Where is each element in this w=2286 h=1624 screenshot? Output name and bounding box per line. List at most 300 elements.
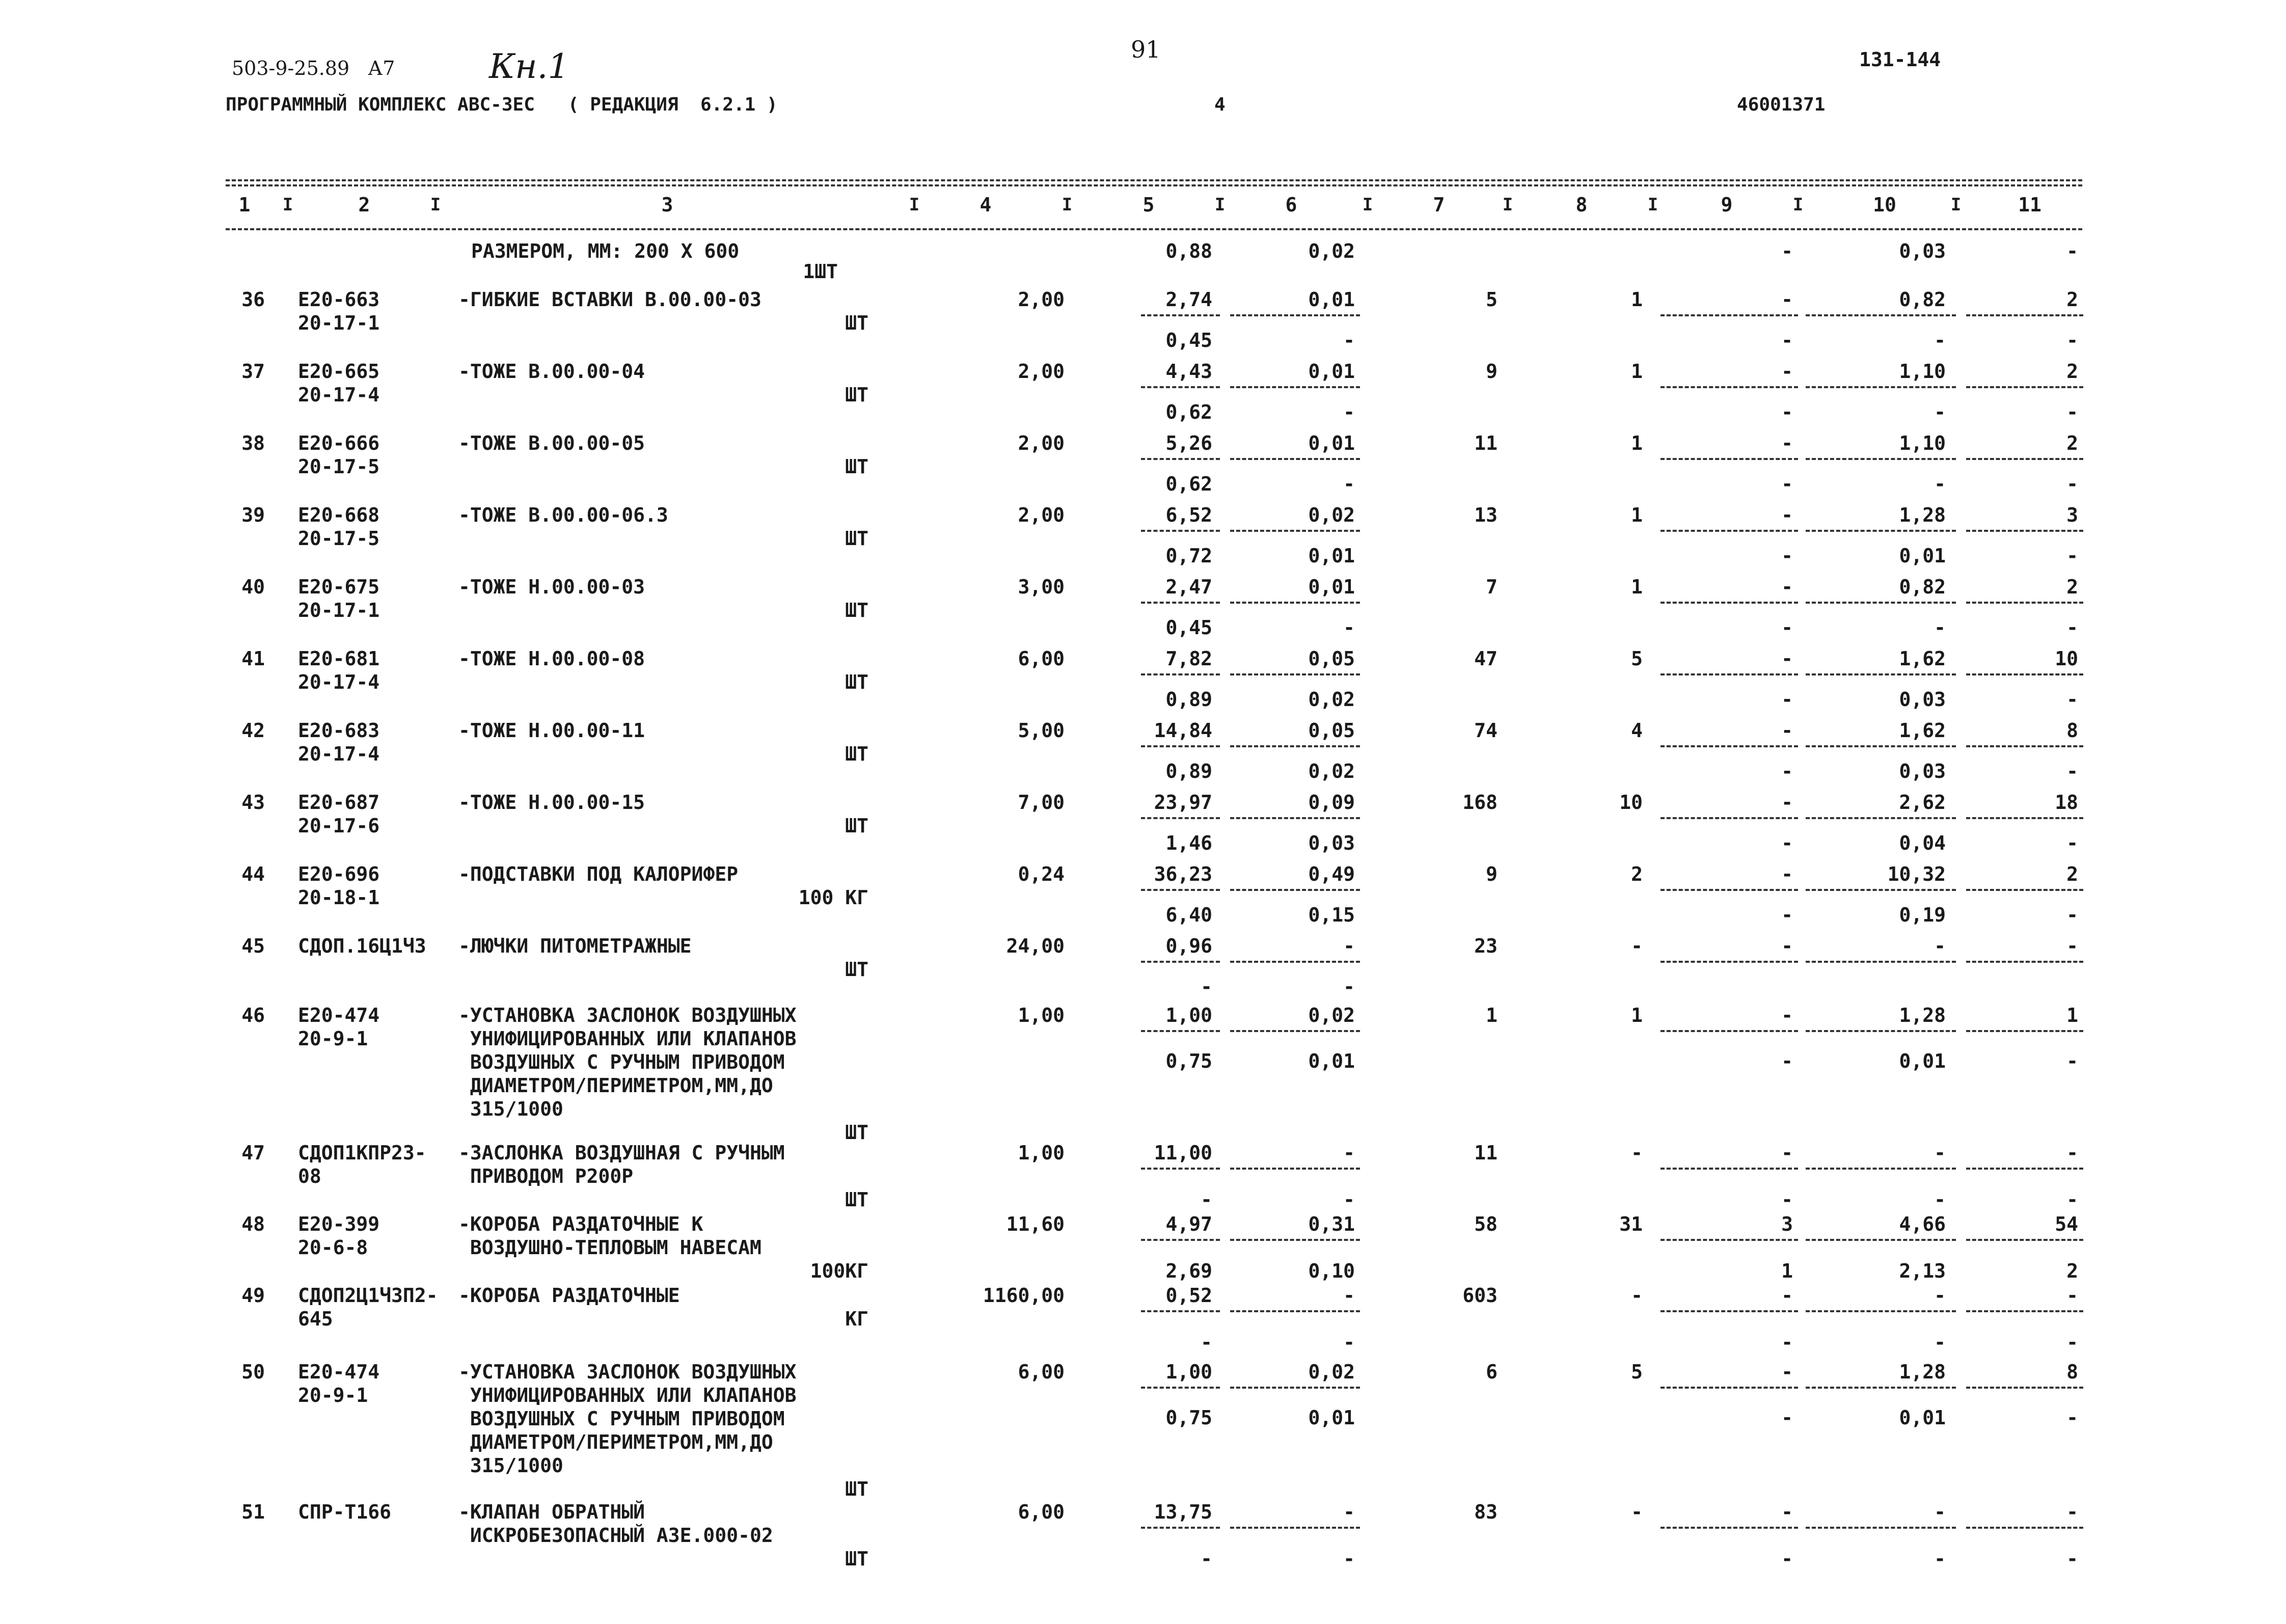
cell-lower-col5: 0,75 [1165, 1050, 1212, 1072]
cell-col5: 23,97 [1154, 791, 1212, 814]
row-unit: ШТ [845, 815, 868, 837]
cell-col8: 31 [1619, 1213, 1643, 1235]
cell-underline [1141, 889, 1220, 891]
cell-lower-col11: - [2066, 688, 2078, 711]
row-number: 40 [241, 576, 265, 598]
cell-col10: 1,28 [1899, 504, 1946, 526]
row-unit: ШТ [845, 743, 868, 765]
cell-col8: 5 [1631, 647, 1643, 670]
cell-col8: 1 [1631, 360, 1643, 383]
cell-col6: - [1343, 1501, 1355, 1523]
cell-col7: 7 [1486, 576, 1498, 598]
cell-col9: - [1781, 863, 1793, 885]
row-number: 45 [241, 935, 265, 957]
cell-col4: 0,24 [1018, 863, 1065, 885]
cell-col10: - [1934, 1142, 1946, 1164]
cell-col10: 1,10 [1899, 432, 1946, 454]
cell-underline [1966, 1030, 2083, 1032]
cell-col6: 0,02 [1308, 1004, 1355, 1026]
cell-col9: - [1781, 432, 1793, 454]
cell-underline [1230, 1527, 1360, 1529]
cell-col6: 0,02 [1308, 1361, 1355, 1383]
cell-col9: - [1781, 1142, 1793, 1164]
cell-underline [1230, 314, 1360, 316]
cell-lower-col6: 0,02 [1308, 760, 1355, 782]
cell-lower-col10: 0,19 [1899, 904, 1946, 926]
cell-lower-col11: - [2066, 1331, 2078, 1354]
cell-col7: 83 [1474, 1501, 1498, 1523]
cell-col11: - [2066, 240, 2078, 262]
row-subcode: 20-17-6 [298, 815, 380, 837]
cell-col11: - [2066, 1284, 2078, 1307]
row-unit: КГ [845, 1308, 868, 1330]
row-description: -КОРОБА РАЗДАТОЧНЫЕ К [458, 1213, 703, 1235]
cell-col5: 11,00 [1154, 1142, 1212, 1164]
cell-col6: - [1343, 935, 1355, 957]
cell-col9: - [1781, 576, 1793, 598]
cell-col7: 11 [1474, 1142, 1498, 1164]
row-description: 315/1000 [458, 1454, 563, 1477]
cell-col4: 11,60 [1006, 1213, 1065, 1235]
row-unit: ШТ [845, 958, 868, 981]
cell-underline [1806, 1310, 1956, 1312]
column-separator: I [1502, 195, 1513, 215]
row-unit: ШТ [845, 671, 868, 693]
cell-col8: - [1631, 935, 1643, 957]
row-code: Е20-663 [298, 288, 380, 311]
cell-lower-col6: 0,01 [1308, 545, 1355, 567]
cell-col4: 5,00 [1018, 719, 1065, 742]
cell-col4: 6,00 [1018, 1501, 1065, 1523]
row-description: -УСТАНОВКА ЗАСЛОНОК ВОЗДУШНЫХ [458, 1361, 797, 1383]
cell-underline [1230, 530, 1360, 532]
column-separator: I [1950, 195, 1962, 215]
program-title: ПРОГРАММНЫЙ КОМПЛЕКС АВС-3ЕС ( РЕДАКЦИЯ 6.2.1 ) [226, 94, 778, 115]
row-unit: 1ШТ [803, 260, 838, 283]
cell-col5: 5,26 [1165, 432, 1212, 454]
cell-col7: 23 [1474, 935, 1498, 957]
cell-underline [1230, 458, 1360, 460]
cell-underline [1141, 1310, 1220, 1312]
cell-underline [1230, 602, 1360, 604]
cell-col8: 1 [1631, 288, 1643, 311]
cell-underline [1661, 1310, 1798, 1312]
cell-lower-col5: 0,45 [1165, 329, 1212, 351]
column-separator: I [1647, 195, 1658, 215]
cell-col5: 0,96 [1165, 935, 1212, 957]
row-unit: ШТ [845, 455, 868, 478]
cell-col7: 9 [1486, 360, 1498, 383]
cell-underline [1806, 961, 1956, 963]
cell-lower-col10: - [1934, 401, 1946, 423]
cell-col6: - [1343, 1142, 1355, 1164]
column-separator: I [282, 195, 293, 215]
cell-col7: 47 [1474, 647, 1498, 670]
cell-lower-col11: - [2066, 1050, 2078, 1072]
column-separator: I [1214, 195, 1226, 215]
row-subcode: 645 [298, 1308, 333, 1330]
cell-underline [1141, 1030, 1220, 1032]
cell-col6: 0,01 [1308, 576, 1355, 598]
row-code: Е20-675 [298, 576, 380, 598]
cell-col5: 13,75 [1154, 1501, 1212, 1523]
cell-underline [1661, 386, 1798, 388]
cell-col9: - [1781, 504, 1793, 526]
row-subcode: 08 [298, 1165, 321, 1187]
cell-lower-col10: - [1934, 329, 1946, 351]
cell-col11: 1 [2066, 1004, 2078, 1026]
row-code: СДОП1КПР23- [298, 1142, 426, 1164]
row-description: ВОЗДУШНО-ТЕПЛОВЫМ НАВЕСАМ [458, 1236, 761, 1259]
row-subcode: 20-9-1 [298, 1384, 368, 1406]
cell-lower-col10: 2,13 [1899, 1260, 1946, 1282]
table-top-rule [226, 179, 2082, 181]
cell-col7: 1 [1486, 1004, 1498, 1026]
cell-underline [1661, 889, 1798, 891]
row-unit: ШТ [845, 1188, 868, 1211]
cell-underline [1806, 673, 1956, 675]
cell-col11: 54 [2055, 1213, 2078, 1235]
cell-col4: 7,00 [1018, 791, 1065, 814]
cell-underline [1141, 530, 1220, 532]
cell-lower-col6: - [1343, 976, 1355, 998]
cell-col8: - [1631, 1142, 1643, 1164]
cell-col11: 2 [2066, 432, 2078, 454]
row-description: -УСТАНОВКА ЗАСЛОНОК ВОЗДУШНЫХ [458, 1004, 797, 1026]
cell-underline [1661, 817, 1798, 819]
cell-lower-col5: 1,46 [1165, 832, 1212, 854]
cell-lower-col6: 0,01 [1308, 1050, 1355, 1072]
cell-col8: 4 [1631, 719, 1643, 742]
cell-col6: 0,31 [1308, 1213, 1355, 1235]
cell-lower-col5: - [1201, 1188, 1212, 1211]
cell-col8: 1 [1631, 576, 1643, 598]
row-code: Е20-474 [298, 1004, 380, 1026]
cell-lower-col9: - [1781, 904, 1793, 926]
row-subcode: 20-17-4 [298, 671, 380, 693]
cell-underline [1661, 745, 1798, 747]
cell-col4: 1160,00 [983, 1284, 1065, 1307]
cell-underline [1966, 817, 2083, 819]
row-description: УНИФИЦИРОВАННЫХ ИЛИ КЛАПАНОВ [458, 1384, 797, 1406]
cell-underline [1141, 1239, 1220, 1241]
cell-lower-col10: 0,03 [1899, 760, 1946, 782]
cell-lower-col6: - [1343, 473, 1355, 495]
column-number-10: 10 [1873, 194, 1896, 216]
row-number: 37 [241, 360, 265, 383]
column-number-5: 5 [1142, 194, 1155, 216]
cell-underline [1141, 1387, 1220, 1389]
column-number-4: 4 [979, 194, 992, 216]
row-description: -ТОЖЕ Н.00.00-15 [458, 791, 645, 814]
row-subcode: 20-17-1 [298, 599, 380, 621]
cell-lower-col10: - [1934, 1331, 1946, 1354]
row-description: УНИФИЦИРОВАННЫХ ИЛИ КЛАПАНОВ [458, 1027, 797, 1050]
cell-underline [1806, 1387, 1956, 1389]
row-description: -ТОЖЕ Н.00.00-08 [458, 647, 645, 670]
cell-underline [1661, 1387, 1798, 1389]
cell-col5: 0,52 [1165, 1284, 1212, 1307]
cell-lower-col5: - [1201, 976, 1212, 998]
cell-col7: 11 [1474, 432, 1498, 454]
cell-col7: 603 [1462, 1284, 1498, 1307]
cell-lower-col6: 0,01 [1308, 1406, 1355, 1429]
cell-col11: 8 [2066, 1361, 2078, 1383]
cell-col10: 1,28 [1899, 1361, 1946, 1383]
cell-col11: 2 [2066, 863, 2078, 885]
cell-lower-col9: - [1781, 1548, 1793, 1570]
cell-underline [1806, 1030, 1956, 1032]
row-number: 39 [241, 504, 265, 526]
cell-lower-col6: - [1343, 616, 1355, 639]
row-subcode: 20-17-4 [298, 743, 380, 765]
cell-col8: 10 [1619, 791, 1643, 814]
cell-underline [1141, 386, 1220, 388]
cell-underline [1661, 530, 1798, 532]
page-number: 91 [1131, 36, 1161, 63]
cell-lower-col10: - [1934, 616, 1946, 639]
column-number-9: 9 [1721, 194, 1733, 216]
row-number: 43 [241, 791, 265, 814]
cell-col11: 18 [2055, 791, 2078, 814]
cell-lower-col6: - [1343, 401, 1355, 423]
cell-col5: 14,84 [1154, 719, 1212, 742]
cell-col5: 7,82 [1165, 647, 1212, 670]
cell-col10: 2,62 [1899, 791, 1946, 814]
cell-underline [1661, 1239, 1798, 1241]
cell-underline [1806, 386, 1956, 388]
cell-col8: 1 [1631, 1004, 1643, 1026]
cell-lower-col11: - [2066, 616, 2078, 639]
cell-lower-col5: 0,62 [1165, 473, 1212, 495]
row-description: -ТОЖЕ В.00.00-04 [458, 360, 645, 383]
row-code: Е20-665 [298, 360, 380, 383]
cell-col9: - [1781, 791, 1793, 814]
row-number: 50 [241, 1361, 265, 1383]
column-number-1: 1 [238, 194, 251, 216]
cell-underline [1230, 1030, 1360, 1032]
cell-underline [1230, 1168, 1360, 1170]
cell-lower-col6: - [1343, 1331, 1355, 1354]
row-subcode: 20-9-1 [298, 1027, 368, 1050]
cell-col9: - [1781, 1361, 1793, 1383]
cell-lower-col6: 0,02 [1308, 688, 1355, 711]
cell-underline [1141, 602, 1220, 604]
cell-underline [1230, 386, 1360, 388]
cell-underline [1661, 1527, 1798, 1529]
cell-col9: - [1781, 719, 1793, 742]
cell-col10: - [1934, 1284, 1946, 1307]
cell-lower-col9: - [1781, 401, 1793, 423]
cell-col7: 58 [1474, 1213, 1498, 1235]
cell-lower-col5: 2,69 [1165, 1260, 1212, 1282]
row-subcode: 20-17-5 [298, 527, 380, 550]
column-number-3: 3 [661, 194, 673, 216]
cell-lower-col6: 0,15 [1308, 904, 1355, 926]
cell-underline [1966, 745, 2083, 747]
cell-lower-col11: - [2066, 1548, 2078, 1570]
cell-lower-col11: - [2066, 832, 2078, 854]
cell-underline [1141, 961, 1220, 963]
cell-lower-col10: 0,01 [1899, 1050, 1946, 1072]
cell-col11: - [2066, 935, 2078, 957]
cell-col10: 1,62 [1899, 719, 1946, 742]
row-number: 36 [241, 288, 265, 311]
cell-col11: 2 [2066, 288, 2078, 311]
cell-lower-col11: - [2066, 329, 2078, 351]
cell-col10: 1,28 [1899, 1004, 1946, 1026]
cell-lower-col10: 0,03 [1899, 688, 1946, 711]
cell-underline [1966, 1168, 2083, 1170]
row-number: 42 [241, 719, 265, 742]
cell-lower-col5: - [1201, 1331, 1212, 1354]
cell-col6: 0,01 [1308, 432, 1355, 454]
document-reference: 503-9-25.89 А7 [232, 57, 395, 79]
cell-col5: 6,52 [1165, 504, 1212, 526]
cell-col4: 2,00 [1018, 504, 1065, 526]
cell-underline [1966, 602, 2083, 604]
cell-col5: 36,23 [1154, 863, 1212, 885]
cell-underline [1966, 314, 2083, 316]
cell-col8: - [1631, 1501, 1643, 1523]
row-unit: ШТ [845, 1548, 868, 1570]
cell-col5: 2,47 [1165, 576, 1212, 598]
column-number-7: 7 [1433, 194, 1445, 216]
cell-lower-col11: 2 [2066, 1260, 2078, 1282]
cell-underline [1661, 1030, 1798, 1032]
cell-underline [1966, 1527, 2083, 1529]
page-range: 131-144 [1859, 48, 1941, 71]
row-description: -ТОЖЕ Н.00.00-11 [458, 719, 645, 742]
cell-col4: 6,00 [1018, 1361, 1065, 1383]
cell-lower-col9: - [1781, 473, 1793, 495]
cell-col6: - [1343, 1284, 1355, 1307]
row-unit: ШТ [845, 599, 868, 621]
cell-col9: - [1781, 935, 1793, 957]
column-separator: I [430, 195, 441, 215]
cell-col8: 2 [1631, 863, 1643, 885]
cell-underline [1966, 458, 2083, 460]
row-subcode: 20-17-1 [298, 312, 380, 334]
cell-lower-col6: - [1343, 329, 1355, 351]
row-unit: ШТ [845, 527, 868, 550]
cell-underline [1661, 314, 1798, 316]
column-separator: I [1062, 195, 1073, 215]
column-separator: I [1792, 195, 1804, 215]
cell-lower-col5: 0,89 [1165, 760, 1212, 782]
row-subcode: 20-17-4 [298, 384, 380, 406]
cell-underline [1141, 314, 1220, 316]
row-code: СДОП.16Ц1Ч3 [298, 935, 426, 957]
cell-lower-col6: - [1343, 1188, 1355, 1211]
cell-col6: 0,05 [1308, 647, 1355, 670]
cell-col4: 1,00 [1018, 1142, 1065, 1164]
cell-underline [1966, 889, 2083, 891]
cell-lower-col9: - [1781, 545, 1793, 567]
row-description: -ТОЖЕ В.00.00-05 [458, 432, 645, 454]
cell-underline [1230, 961, 1360, 963]
cell-underline [1806, 1527, 1956, 1529]
cell-col4: 24,00 [1006, 935, 1065, 957]
cell-lower-col5: - [1201, 1548, 1212, 1570]
cell-underline [1966, 386, 2083, 388]
cell-lower-col11: - [2066, 760, 2078, 782]
cell-underline [1141, 673, 1220, 675]
cell-lower-col11: - [2066, 904, 2078, 926]
cell-underline [1141, 817, 1220, 819]
cell-col10: - [1934, 1501, 1946, 1523]
row-unit: ШТ [845, 1478, 868, 1500]
cell-col5: 1,00 [1165, 1361, 1212, 1383]
cell-col10: 0,82 [1899, 576, 1946, 598]
cell-col11: - [2066, 1501, 2078, 1523]
row-code: СПР-Т166 [298, 1501, 392, 1523]
row-description: ИСКРОБЕЗОПАСНЫЙ А3Е.000-02 [458, 1524, 773, 1547]
row-description: ДИАМЕТРОМ/ПЕРИМЕТРОМ,ММ,ДО [458, 1431, 773, 1453]
cell-col8: 1 [1631, 504, 1643, 526]
cell-col5: 1,00 [1165, 1004, 1212, 1026]
cell-underline [1661, 1168, 1798, 1170]
cell-lower-col5: 0,45 [1165, 616, 1212, 639]
cell-col11: 8 [2066, 719, 2078, 742]
row-description: ВОЗДУШНЫХ С РУЧНЫМ ПРИВОДОМ [458, 1408, 785, 1430]
cell-lower-col11: - [2066, 473, 2078, 495]
row-code: СДОП2Ц1Ч3П2- [298, 1284, 438, 1307]
cell-underline [1806, 458, 1956, 460]
row-description: -ЗАСЛОНКА ВОЗДУШНАЯ С РУЧНЫМ [458, 1142, 785, 1164]
cell-col9: - [1781, 360, 1793, 383]
cell-underline [1966, 961, 2083, 963]
cell-col4: 2,00 [1018, 432, 1065, 454]
cell-underline [1806, 530, 1956, 532]
row-description: -ЛЮЧКИ ПИТОМЕТРАЖНЫЕ [458, 935, 692, 957]
row-code: Е20-668 [298, 504, 380, 526]
row-description: -ПОДСТАВКИ ПОД КАЛОРИФЕР [458, 863, 739, 885]
row-code: Е20-681 [298, 647, 380, 670]
cell-underline [1806, 889, 1956, 891]
cell-lower-col10: 0,01 [1899, 1406, 1946, 1429]
cell-lower-col5: 0,62 [1165, 401, 1212, 423]
cell-col10: 1,62 [1899, 647, 1946, 670]
row-number: 49 [241, 1284, 265, 1307]
row-code: Е20-399 [298, 1213, 380, 1235]
cell-underline [1966, 673, 2083, 675]
cell-underline [1230, 745, 1360, 747]
cell-underline [1966, 1310, 2083, 1312]
cell-col9: - [1781, 1284, 1793, 1307]
cell-lower-col9: - [1781, 616, 1793, 639]
column-separator: I [1362, 195, 1373, 215]
row-code: Е20-474 [298, 1361, 380, 1383]
cell-col6: 0,01 [1308, 288, 1355, 311]
row-code: Е20-696 [298, 863, 380, 885]
row-description: -КЛАПАН ОБРАТНЫЙ [458, 1501, 645, 1523]
cell-col10: 0,82 [1899, 288, 1946, 311]
sheet-number: 4 [1214, 94, 1226, 115]
cell-col7: 168 [1462, 791, 1498, 814]
cell-col4: 6,00 [1018, 647, 1065, 670]
cell-underline [1230, 1310, 1360, 1312]
cell-col6: 0,09 [1308, 791, 1355, 814]
cell-underline [1141, 458, 1220, 460]
cell-col11: 3 [2066, 504, 2078, 526]
cell-col10: - [1934, 935, 1946, 957]
row-description: -ТОЖЕ Н.00.00-03 [458, 576, 645, 598]
cell-underline [1141, 1168, 1220, 1170]
cell-underline [1230, 1387, 1360, 1389]
cell-lower-col5: 0,75 [1165, 1406, 1212, 1429]
cell-lower-col5: 0,72 [1165, 545, 1212, 567]
